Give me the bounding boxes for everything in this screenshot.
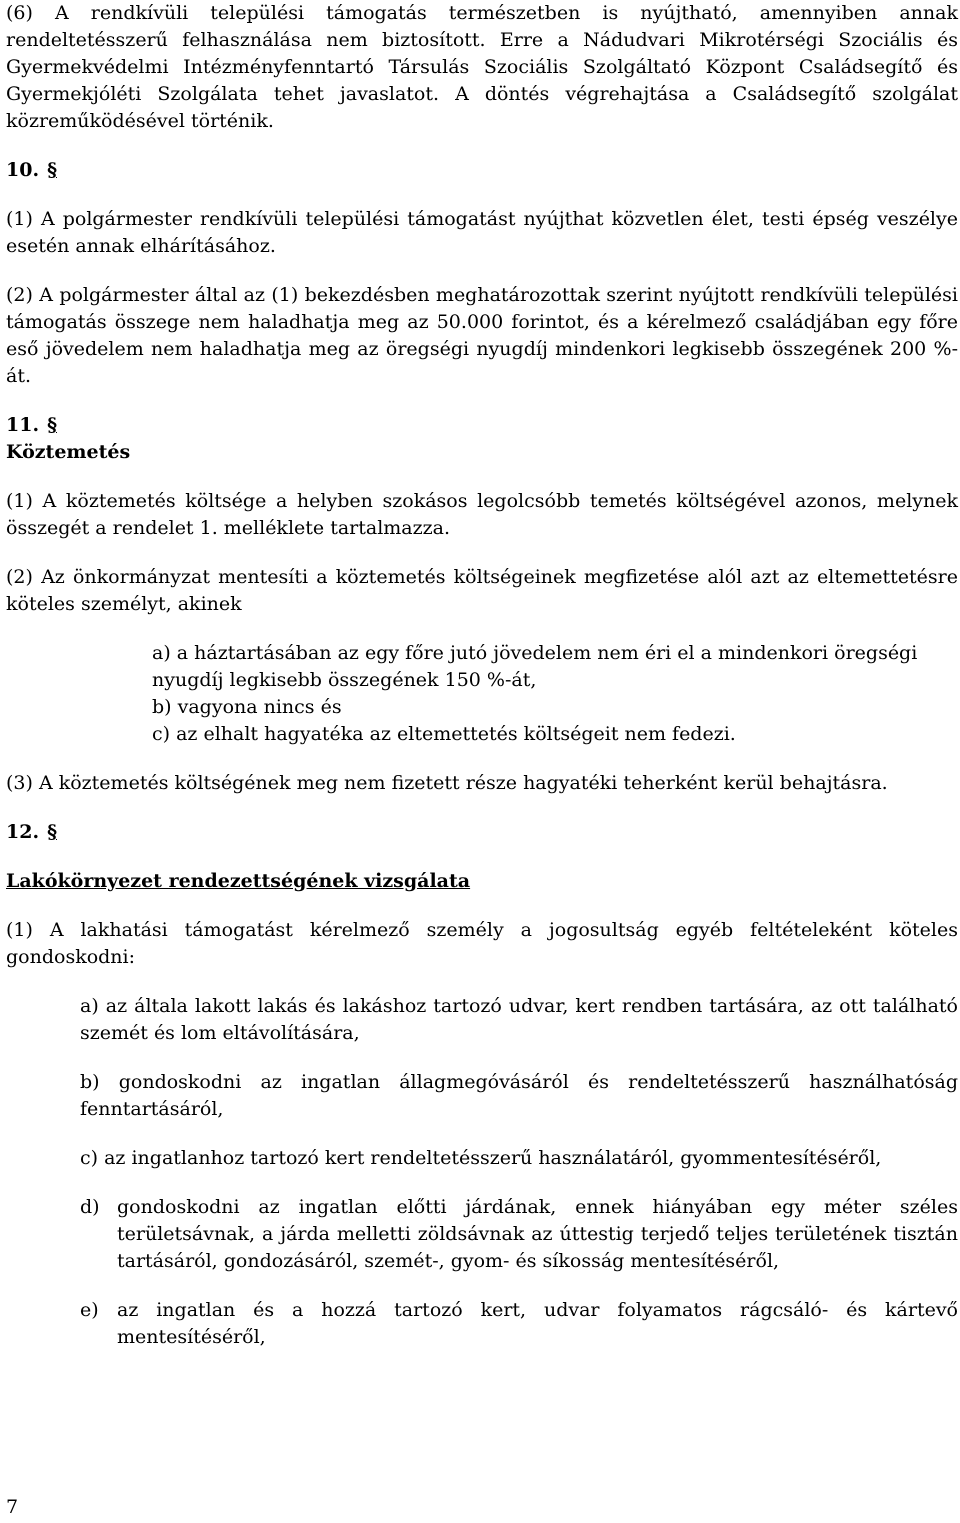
section-10-paragraph-1: (1) A polgármester rendkívüli települési támogatást nyújthat közvetlen élet, testi épség veszélye esetén annak elhárításához.: [6, 208, 958, 257]
section-symbol: §: [47, 159, 57, 181]
section-number: 12.: [6, 821, 40, 843]
section-12-heading: [6, 819, 958, 846]
section-10-heading: [6, 157, 958, 184]
section-12-paragraph-1: (1) A lakhatási támogatást kérelmező személy a jogosultság egyéb feltételeként köteles gondoskodni:: [6, 919, 958, 968]
section-11-paragraph-3: (3) A köztemetés költségének meg nem fizetett része hagyatéki teherként kerül behajtásra.: [6, 772, 888, 794]
paragraph-6: (6) A rendkívüli települési támogatás természetben is nyújtható, amennyiben annak rendeltetésszerű felhasználása nem biztosított. Erre a Nádudvari Mikrotérségi Szociális és Gyermekvédelmi Intézményfenntartó Társulás Szociális Szolgáltató Központ Családsegítő és Gyermekjóléti Szolgálata tehet javaslatot. A döntés végrehajtása a Családsegítő szolgálat közreműködésével történik.: [6, 2, 958, 132]
list-item: [80, 1194, 958, 1275]
section-symbol: §: [47, 414, 57, 436]
section-10-paragraph-2: (2) A polgármester által az (1) bekezdésben meghatározottak szerint nyújtott rendkívüli települési támogatás összege nem haladhatja meg az 50.000 forintot, és a kérelmező családjában egy főre eső jövedelem nem haladhatja meg az öregségi nyugdíj mindenkori legkisebb összegének 200 %-át.: [6, 284, 958, 387]
section-11-paragraph-1: (1) A köztemetés költsége a helyben szokásos legolcsóbb temetés költségével azonos, melynek összegét a rendelet 1. melléklete tartalmazza.: [6, 490, 958, 539]
list-item-text: gondoskodni az ingatlan előtti járdának, ennek hiányában egy méter széles területsávnak, a járda melletti zöldsávnak az úttestig terjedő teljes területének tisztán tartásáról, gondozásáról, szemét-, gyom- és síkosság mentesítéséről,: [117, 1196, 958, 1272]
page-number: 7: [6, 1496, 19, 1518]
section-11-list: [6, 640, 958, 748]
list-item-text: az ingatlan és a hozzá tartozó kert, udvar folyamatos rágcsáló- és kártevő mentesítéséről,: [117, 1299, 958, 1348]
list-item: a) a háztartásában az egy főre jutó jövedelem nem éri el a mindenkori öregségi nyugdíj legkisebb összegének 150 %-át,: [152, 642, 918, 691]
list-item-label: e): [80, 1299, 99, 1321]
list-item: [80, 993, 958, 1047]
section-11-title: Köztemetés: [6, 441, 131, 463]
list-item-label: d): [80, 1196, 100, 1218]
list-item: [80, 1145, 958, 1172]
section-symbol: §: [47, 821, 57, 843]
list-item: [80, 1069, 958, 1123]
document-page: [6, 0, 958, 1351]
list-item-text: b) gondoskodni az ingatlan állagmegóvásáról és rendeltetésszerű használhatóság fenntartásáról,: [80, 1071, 958, 1120]
section-number: 11.: [6, 414, 40, 436]
list-item: [80, 1297, 958, 1351]
list-item-text: a) az általa lakott lakás és lakáshoz tartozó udvar, kert rendben tartására, az ott található szemét és lom eltávolítására,: [80, 995, 958, 1044]
section-12-list: [6, 993, 958, 1351]
section-11-heading: [6, 412, 958, 439]
section-number: 10.: [6, 159, 40, 181]
list-item-text: c) az ingatlanhoz tartozó kert rendeltetésszerű használatáról, gyommentesítéséről,: [80, 1147, 882, 1169]
list-item: c) az elhalt hagyatéka az eltemettetés költségeit nem fedezi.: [152, 723, 736, 745]
section-12-title: Lakókörnyezet rendezettségének vizsgálata: [6, 870, 471, 892]
list-item: b) vagyona nincs és: [152, 696, 342, 718]
section-11-paragraph-2: (2) Az önkormányzat mentesíti a köztemetés költségeinek megfizetése alól azt az eltemettetésre köteles személyt, akinek: [6, 566, 958, 615]
